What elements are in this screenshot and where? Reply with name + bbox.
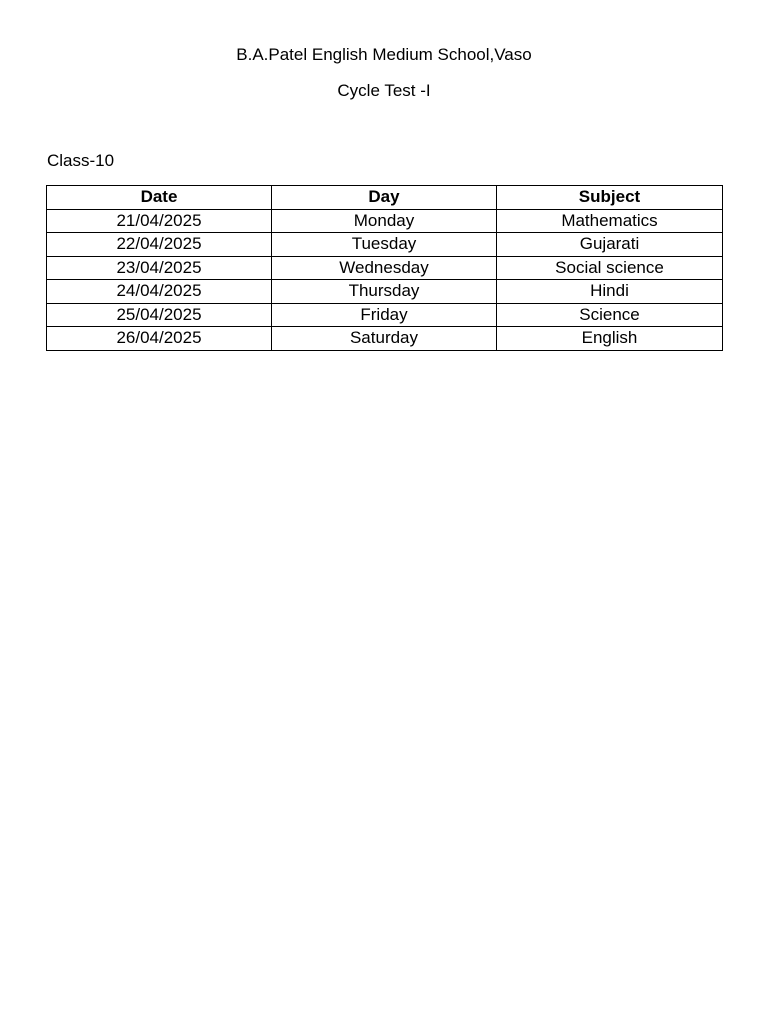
table-header-row	[47, 186, 723, 210]
cell-date: 24/04/2025	[47, 280, 272, 304]
cell-subject: Science	[497, 303, 723, 327]
cell-date: 23/04/2025	[47, 256, 272, 280]
header-date: Date	[47, 186, 272, 210]
header-day: Day	[272, 186, 497, 210]
cell-date: 26/04/2025	[47, 327, 272, 351]
cell-date: 21/04/2025	[47, 209, 272, 233]
table-row	[47, 256, 723, 280]
cell-date: 25/04/2025	[47, 303, 272, 327]
table-row	[47, 303, 723, 327]
table-row	[47, 209, 723, 233]
table-row	[47, 327, 723, 351]
cell-day: Friday	[272, 303, 497, 327]
cell-day: Tuesday	[272, 233, 497, 257]
cell-subject: English	[497, 327, 723, 351]
cell-date: 22/04/2025	[47, 233, 272, 257]
cell-subject: Mathematics	[497, 209, 723, 233]
table-row	[47, 233, 723, 257]
header-subject: Subject	[497, 186, 723, 210]
cell-day: Wednesday	[272, 256, 497, 280]
cell-day: Thursday	[272, 280, 497, 304]
cell-day: Saturday	[272, 327, 497, 351]
class-label: Class-10	[47, 151, 115, 170]
school-title: B.A.Patel English Medium School,Vaso	[236, 45, 532, 64]
cell-day: Monday	[272, 209, 497, 233]
table-row	[47, 280, 723, 304]
cell-subject: Gujarati	[497, 233, 723, 257]
cell-subject: Hindi	[497, 280, 723, 304]
exam-schedule-table	[46, 185, 723, 351]
test-title: Cycle Test -I	[337, 81, 431, 100]
cell-subject: Social science	[497, 256, 723, 280]
